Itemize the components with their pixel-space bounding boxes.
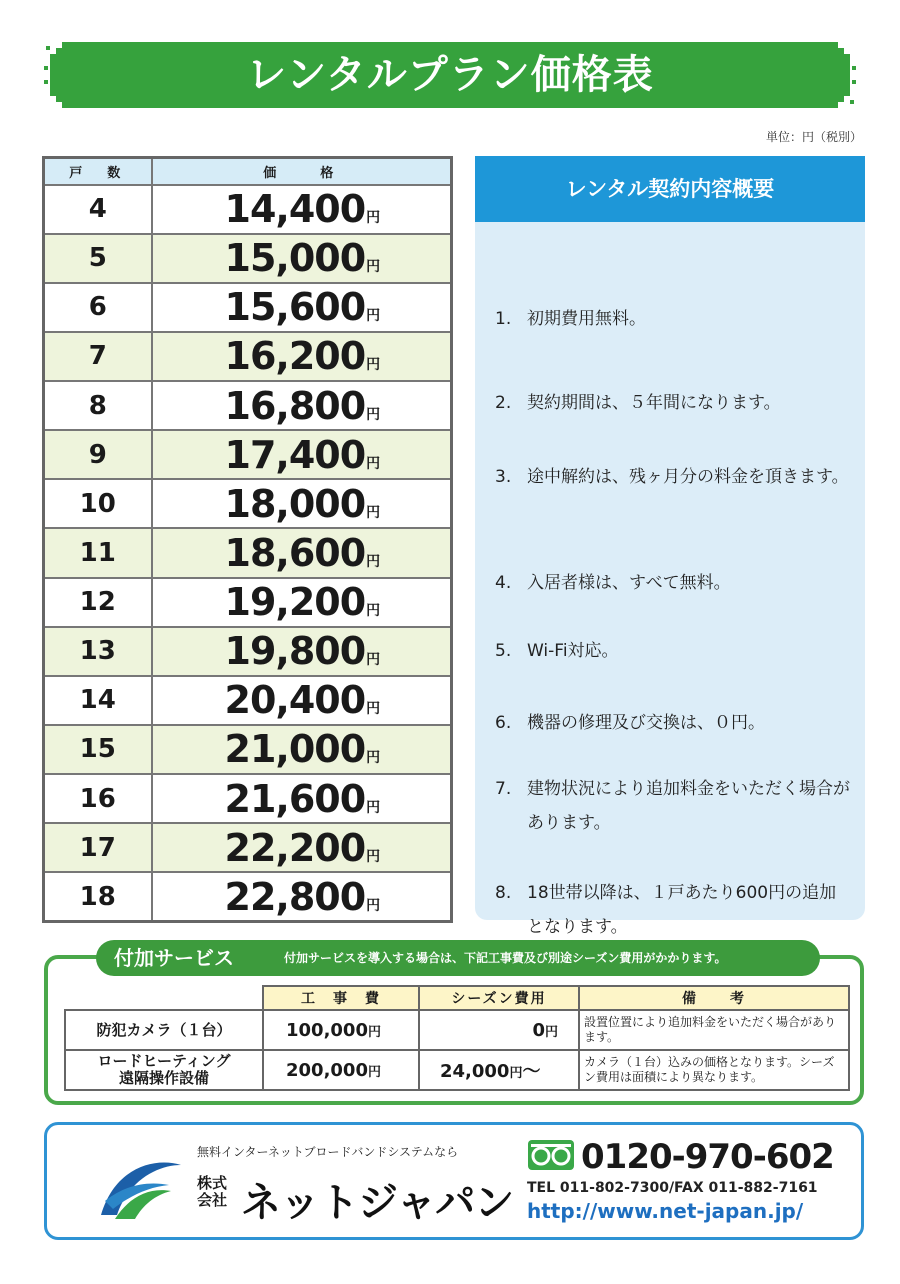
unit-count: 15 bbox=[44, 725, 152, 774]
company-name: ネットジャパン bbox=[241, 1180, 514, 1226]
addon-name-line1: ロードヒーティング bbox=[97, 1052, 231, 1070]
table-row bbox=[44, 627, 452, 676]
addon-season-fee bbox=[419, 1050, 579, 1090]
item-number: 3. bbox=[495, 467, 512, 487]
list-item bbox=[495, 706, 855, 740]
tel-fax: TEL 011-802-7300/FAX 011-882-7161 bbox=[527, 1180, 818, 1196]
monthly-price bbox=[152, 872, 452, 921]
price-value: 21,600 bbox=[224, 776, 366, 821]
addon-construction-fee bbox=[263, 1050, 419, 1090]
header-price: 価 格 bbox=[152, 158, 452, 185]
yen-unit: 円 bbox=[366, 455, 381, 472]
yen-unit: 円 bbox=[366, 897, 381, 914]
price-value: 17,400 bbox=[224, 432, 366, 477]
item-text: 機器の修理及び交換は、０円。 bbox=[527, 713, 765, 733]
monthly-price bbox=[152, 725, 452, 774]
unit-count: 4 bbox=[44, 185, 152, 234]
yen-unit: 円 bbox=[366, 308, 381, 325]
fee-value: 200,000 bbox=[286, 1059, 368, 1081]
yen-unit: 円 bbox=[366, 406, 381, 423]
price-value: 20,400 bbox=[224, 678, 366, 723]
table-row bbox=[44, 676, 452, 725]
company-footer bbox=[44, 1122, 864, 1240]
list-item bbox=[495, 302, 855, 336]
addon-season-fee bbox=[419, 1010, 579, 1050]
monthly-price bbox=[152, 430, 452, 479]
unit-count: 7 bbox=[44, 332, 152, 381]
yen-unit: 円 bbox=[366, 750, 381, 767]
monthly-price bbox=[152, 283, 452, 332]
price-table bbox=[42, 156, 453, 923]
list-item bbox=[495, 634, 855, 668]
table-row bbox=[44, 185, 452, 234]
item-text: 初期費用無料。 bbox=[527, 309, 646, 329]
monthly-price bbox=[152, 774, 452, 823]
unit-count: 11 bbox=[44, 528, 152, 577]
addon-name bbox=[65, 1050, 263, 1090]
addon-row-road-heating bbox=[65, 1050, 849, 1090]
yen-unit: 円 bbox=[366, 799, 381, 816]
addon-header-season: シーズン費用 bbox=[419, 986, 579, 1010]
item-text: 契約期間は、５年間になります。 bbox=[527, 393, 781, 413]
item-text: 建物状況により追加料金をいただく場合があります。 bbox=[527, 779, 850, 833]
addon-title: 付加サービス bbox=[114, 946, 234, 970]
monthly-price bbox=[152, 528, 452, 577]
table-row bbox=[44, 872, 452, 921]
monthly-price bbox=[152, 234, 452, 283]
table-row bbox=[44, 774, 452, 823]
unit-count: 14 bbox=[44, 676, 152, 725]
item-number: 4. bbox=[495, 573, 512, 593]
table-row bbox=[44, 332, 452, 381]
company-logo-icon bbox=[95, 1157, 187, 1223]
table-row bbox=[44, 479, 452, 528]
freedial-icon bbox=[527, 1139, 575, 1171]
addon-blank-header bbox=[65, 986, 263, 1010]
table-row bbox=[44, 578, 452, 627]
monthly-price bbox=[152, 676, 452, 725]
unit-count: 18 bbox=[44, 872, 152, 921]
unit-count: 8 bbox=[44, 381, 152, 430]
header-count: 戸 数 bbox=[44, 158, 152, 185]
addon-description: 付加サービスを導入する場合は、下記工事費及び別途シーズン費用がかかります。 bbox=[284, 951, 727, 965]
unit-count: 16 bbox=[44, 774, 152, 823]
yen-unit: 円 bbox=[366, 504, 381, 521]
item-text: Wi-Fi対応。 bbox=[527, 641, 619, 661]
addon-header bbox=[96, 940, 820, 976]
table-row bbox=[44, 725, 452, 774]
unit-count: 13 bbox=[44, 627, 152, 676]
page-title: レンタルプラン価格表 bbox=[246, 52, 654, 98]
monthly-price bbox=[152, 381, 452, 430]
addon-name: 防犯カメラ（１台） bbox=[65, 1010, 263, 1050]
yen-unit: 円 bbox=[509, 1066, 523, 1081]
item-number: 7. bbox=[495, 779, 512, 799]
yen-unit: 円 bbox=[366, 357, 381, 374]
footer-tagline: 無料インターネットブロードバンドシステムなら bbox=[197, 1145, 459, 1159]
list-item bbox=[495, 460, 855, 494]
yen-unit: 円 bbox=[366, 603, 381, 620]
item-number: 2. bbox=[495, 393, 512, 413]
item-number: 6. bbox=[495, 713, 512, 733]
item-text: 18世帯以降は、１戸あたり600円の追加となります。 bbox=[527, 883, 837, 937]
addon-construction-fee bbox=[263, 1010, 419, 1050]
price-value: 16,800 bbox=[224, 383, 366, 428]
table-row bbox=[44, 234, 452, 283]
monthly-price bbox=[152, 185, 452, 234]
unit-count: 10 bbox=[44, 479, 152, 528]
title-banner bbox=[44, 42, 856, 108]
addon-header-remarks: 備 考 bbox=[579, 986, 849, 1010]
price-value: 21,000 bbox=[224, 727, 366, 772]
yen-unit: 円 bbox=[366, 848, 381, 865]
table-row bbox=[44, 823, 452, 872]
company-type: 株式会社 bbox=[197, 1174, 228, 1209]
yen-unit: 円 bbox=[367, 1064, 381, 1080]
addon-remarks: カメラ（１台）込みの価格となります。シーズン費用は面積により異なります。 bbox=[579, 1050, 849, 1090]
price-value: 19,800 bbox=[224, 629, 366, 674]
table-row bbox=[44, 381, 452, 430]
monthly-price bbox=[152, 823, 452, 872]
summary-heading: レンタル契約内容概要 bbox=[475, 156, 865, 222]
list-item bbox=[495, 566, 855, 600]
yen-unit: 円 bbox=[544, 1024, 558, 1040]
monthly-price bbox=[152, 479, 452, 528]
item-text: 途中解約は、残ヶ月分の料金を頂きます。 bbox=[527, 467, 849, 487]
item-number: 8. bbox=[495, 883, 512, 903]
price-value: 18,000 bbox=[224, 481, 366, 526]
price-value: 22,200 bbox=[224, 825, 366, 870]
price-value: 22,800 bbox=[224, 874, 366, 919]
item-number: 5. bbox=[495, 641, 512, 661]
list-item bbox=[495, 772, 855, 840]
yen-unit: 円 bbox=[366, 553, 381, 570]
unit-note: 単位：円（税別） bbox=[765, 130, 862, 144]
yen-unit: 円 bbox=[366, 210, 381, 227]
yen-unit: 円 bbox=[366, 652, 381, 669]
unit-count: 17 bbox=[44, 823, 152, 872]
yen-unit: 円 bbox=[366, 259, 381, 276]
monthly-price bbox=[152, 332, 452, 381]
price-table-header bbox=[44, 158, 452, 185]
unit-count: 6 bbox=[44, 283, 152, 332]
addon-header-construction: 工 事 費 bbox=[263, 986, 419, 1010]
unit-count: 5 bbox=[44, 234, 152, 283]
addon-remarks: 設置位置により追加料金をいただく場合があります。 bbox=[579, 1010, 849, 1050]
item-number: 1. bbox=[495, 309, 512, 329]
list-item bbox=[495, 876, 855, 944]
table-row bbox=[44, 283, 452, 332]
fee-suffix: ～ bbox=[522, 1061, 541, 1082]
yen-unit: 円 bbox=[367, 1024, 381, 1040]
fee-value: 24,000 bbox=[440, 1061, 510, 1082]
price-value: 16,200 bbox=[224, 334, 366, 379]
price-value: 18,600 bbox=[224, 530, 366, 575]
table-row bbox=[44, 528, 452, 577]
website-link[interactable]: http://www.net-japan.jp/ bbox=[527, 1199, 804, 1223]
price-value: 14,400 bbox=[224, 187, 366, 232]
contract-summary-panel bbox=[475, 156, 865, 937]
price-value: 15,600 bbox=[224, 285, 366, 330]
phone-number[interactable]: 0120-970-602 bbox=[581, 1137, 834, 1177]
unit-count: 12 bbox=[44, 578, 152, 627]
list-item bbox=[495, 386, 855, 420]
monthly-price bbox=[152, 627, 452, 676]
unit-count: 9 bbox=[44, 430, 152, 479]
yen-unit: 円 bbox=[366, 701, 381, 718]
price-value: 15,000 bbox=[224, 236, 366, 281]
monthly-price bbox=[152, 578, 452, 627]
addon-row-camera bbox=[65, 1010, 849, 1050]
fee-value: 100,000 bbox=[286, 1019, 368, 1041]
addon-name-line2: 遠隔操作設備 bbox=[118, 1069, 209, 1087]
fee-value: 0 bbox=[532, 1019, 545, 1041]
addon-services-box bbox=[44, 946, 864, 1105]
item-text: 入居者様は、すべて無料。 bbox=[527, 573, 731, 593]
table-row bbox=[44, 430, 452, 479]
price-value: 19,200 bbox=[224, 580, 366, 625]
addon-table bbox=[64, 985, 850, 1091]
